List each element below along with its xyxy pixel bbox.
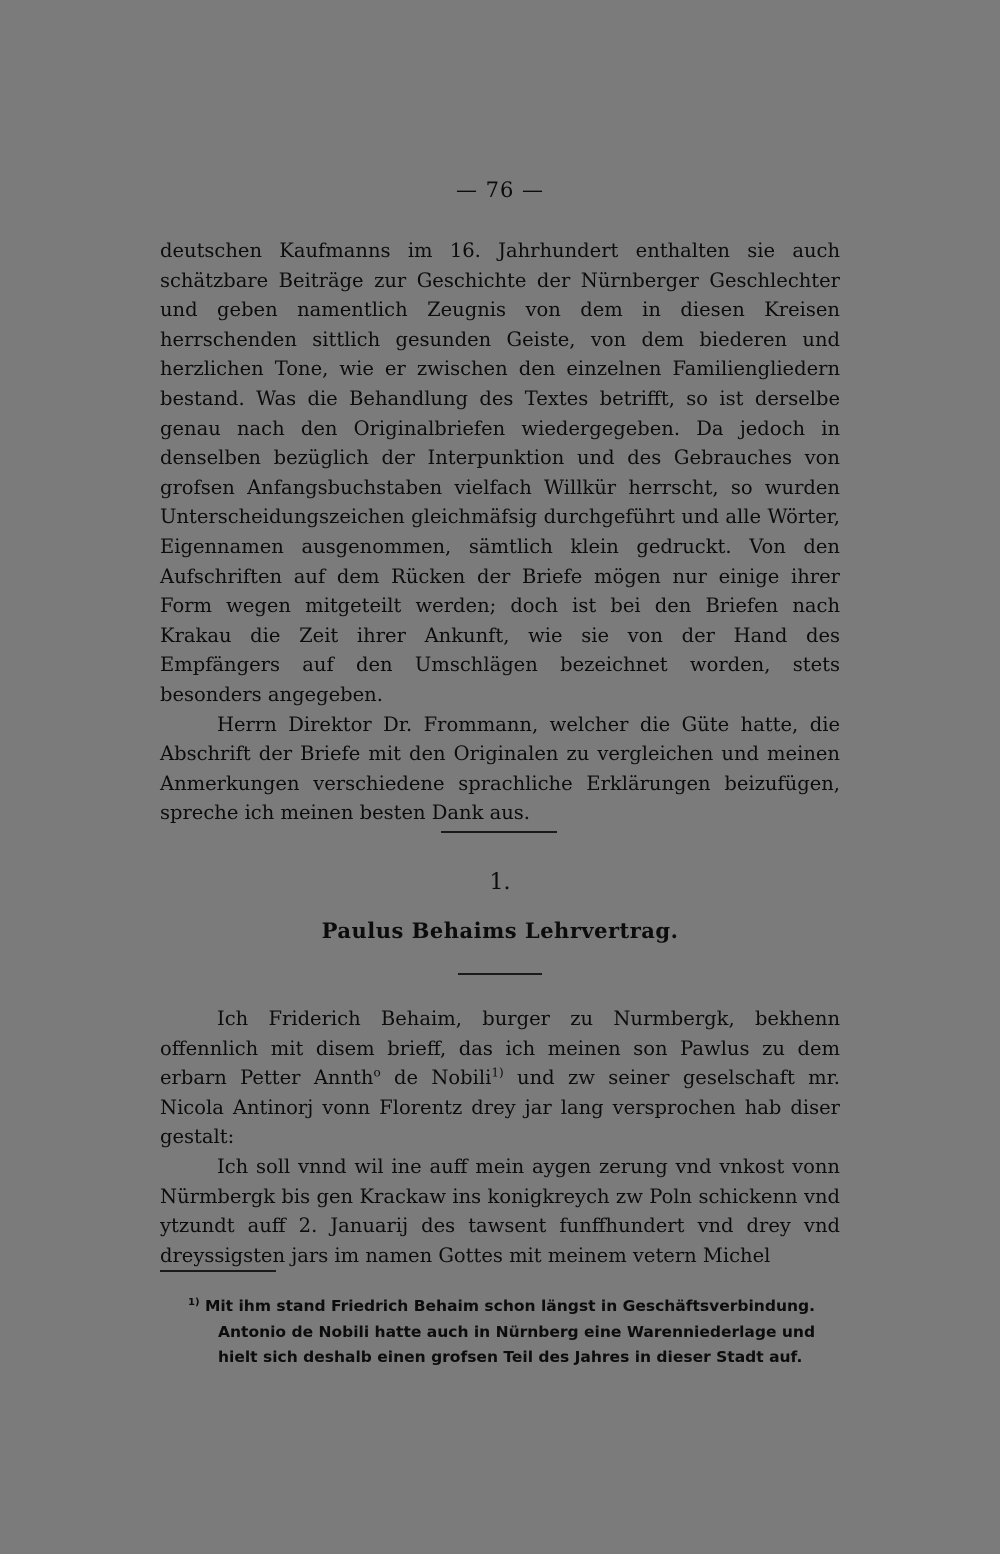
footnote-line-1 bbox=[188, 1294, 838, 1320]
footnote-line-3: hielt sich deshalb einen grofsen Teil des Jahres in dieser Stadt auf. bbox=[218, 1348, 803, 1366]
letter-paragraph-1-before-ref: Ich Friderich Behaim, burger zu Nurmbergk, bekhenn offennlich mit disem brieff, das ich meinen son Pawlus zu dem erbarn Petter Annth bbox=[160, 1007, 840, 1090]
letter-paragraph-1 bbox=[160, 1004, 840, 1152]
intro-paragraph-2: Herrn Direktor Dr. Frommann, welcher die Güte hatte, die Abschrift der Briefe mit den Originalen zu vergleichen und meinen Anmerkungen verschiedene sprachliche Erklärungen beizufügen, spreche ich meinen besten Dank aus. bbox=[160, 712, 840, 825]
letter-abbrev-mark: o bbox=[373, 1065, 381, 1080]
footnote-line-2: Antonio de Nobili hatte auch in Nürnberg eine Warenniederlage und bbox=[218, 1322, 816, 1341]
section-divider-top bbox=[441, 831, 557, 833]
footnote bbox=[190, 1294, 838, 1371]
letter-text bbox=[160, 1004, 840, 1270]
section-number: 1. bbox=[489, 870, 511, 895]
section-title: Paulus Behaims Lehrvertrag. bbox=[321, 918, 679, 943]
footnote-marker bbox=[188, 1297, 200, 1315]
letter-paragraph-1-mid: de Nobili bbox=[380, 1066, 492, 1090]
footnote-line-1-text: Mit ihm stand Friedrich Behaim schon längst in Geschäftsverbindung. bbox=[204, 1297, 815, 1315]
letter-paragraph-1-after-ref: und zw seiner geselschaft mr. Nicola Antinorj vonn Florentz drey jar lang versprochen hab diser gestalt: bbox=[160, 1066, 840, 1149]
section-divider-bottom bbox=[458, 973, 542, 975]
page-number: — 76 — bbox=[455, 178, 545, 202]
footnote-reference[interactable]: 1) bbox=[491, 1065, 504, 1080]
letter-paragraph-2: Ich soll vnnd wil ine auff mein aygen zerung vnd vnkost vonn Nürmbergk bis gen Krackaw ins konigkreych zw Poln schickenn vnd ytzundt auff 2. Januarij des tawsent funffhundert vnd drey vnd dreyssigsten jars im namen Gottes mit meinem vetern Michel bbox=[160, 1154, 840, 1267]
intro-paragraph-1: deutschen Kaufmanns im 16. Jahrhundert enthalten sie auch schätzbare Beiträge zur Geschichte der Nürnberger Geschlechter und geben namentlich Zeugnis von dem in diesen Kreisen herrschenden sittlich gesunden Geiste, von dem biederen und herzlichen Tone, wie er zwischen den einzelnen Familiengliedern bestand. Was die Behandlung des Textes betrifft, so ist derselbe genau nach den Originalbriefen wiedergegeben. Da jedoch in denselben bezüglich der Interpunktion und des Gebrauches von grofsen Anfangsbuchstaben vielfach Willkür herrscht, so wurden Unterscheidungszeichen gleichmäfsig durchgeführt und alle Wörter, Eigennamen ausgenommen, sämtlich klein gedruckt. Von den Aufschriften auf dem Rücken der Briefe mögen nur einige ihrer Form wegen mitgeteilt werden; doch ist bei den Briefen nach Krakau die Zeit ihrer Ankunft, wie sie von der Hand des Empfängers auf den Umschlägen bezeichnet worden, stets besonders angegeben. bbox=[160, 239, 840, 706]
footnote-marker-text: 1) bbox=[188, 1296, 200, 1308]
footnote-divider bbox=[160, 1270, 276, 1272]
intro-text bbox=[160, 236, 840, 828]
